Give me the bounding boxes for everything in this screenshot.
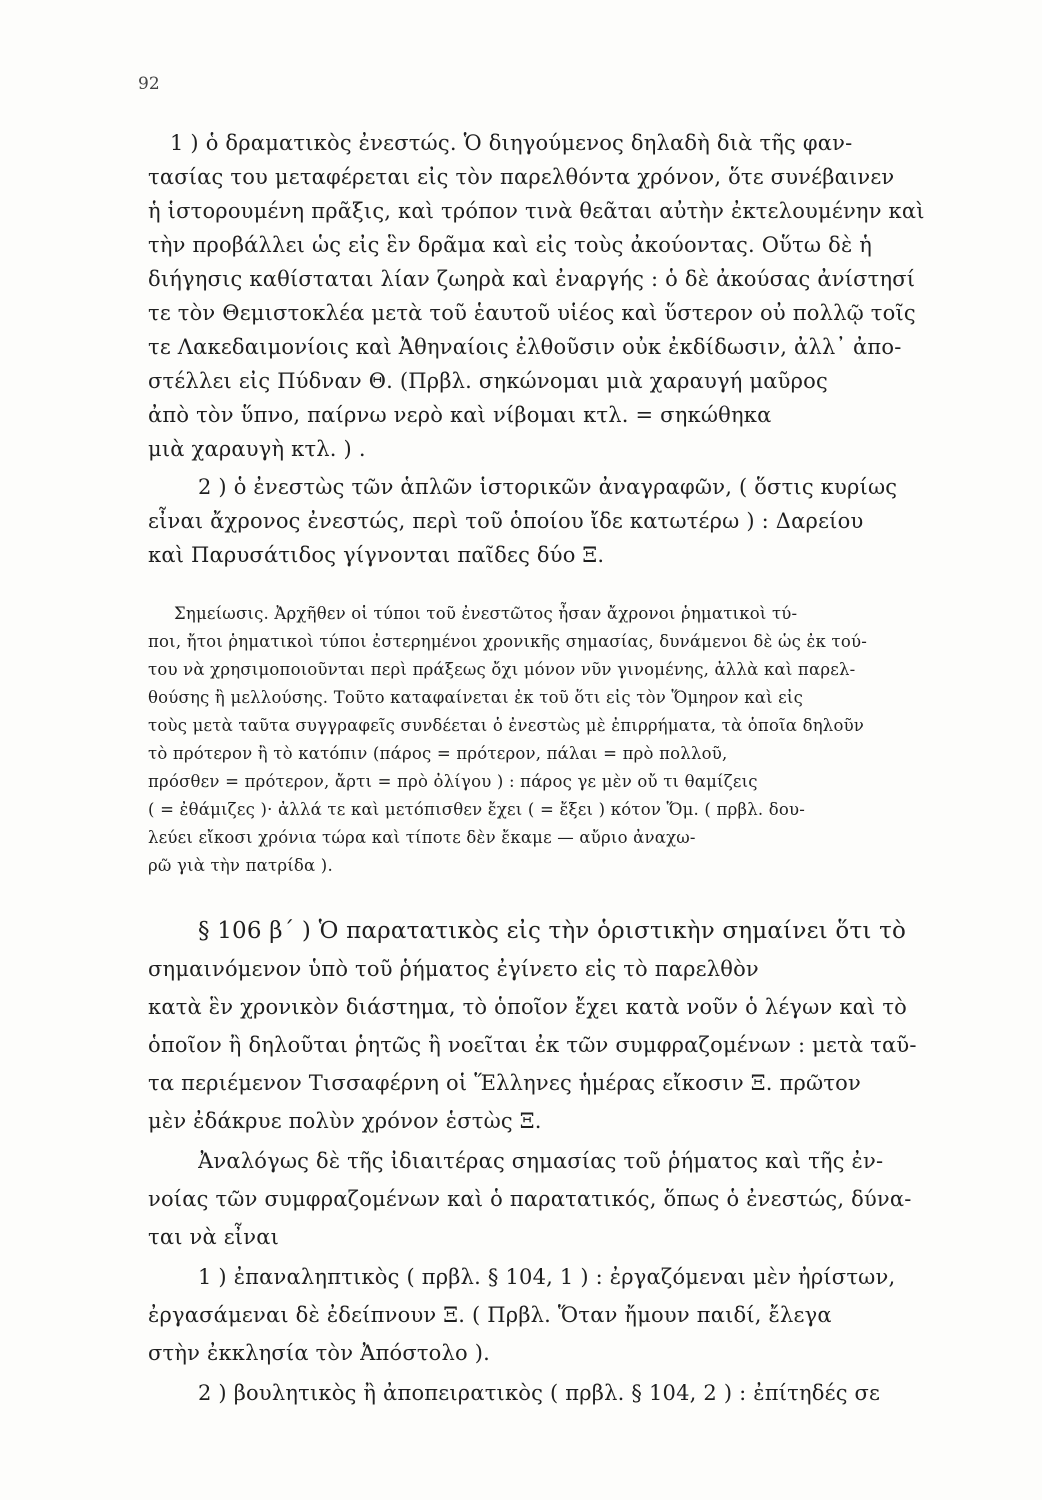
note-line: ( = ἐθάμιζες )· ἀλλά τε καὶ μετόπισθεν ἔχει ( = ἔξει ) κότον Ὅμ. ( πρβλ. δου- (148, 800, 806, 819)
note-line: θούσης ἢ μελλούσης. Τοῦτο καταφαίνεται ἐκ τοῦ ὅτι εἰς τὸν Ὅμηρον καὶ εἰς (148, 688, 804, 707)
note-line: Σημείωσις. Ἀρχῆθεν οἱ τύποι τοῦ ἐνεστῶτος ἦσαν ἄχρονοι ῥηματικοὶ τύ- (174, 604, 798, 623)
text-line: 1 ) ἐπαναληπτικὸς ( πρβλ. § 104, 1 ) : ἐργαζόμεναι μὲν ἠρίστων, (198, 1265, 896, 1289)
note-line: πρόσθεν = πρότερον, ἄρτι = πρὸ ὀλίγου ) : πάρος γε μὲν οὔ τι θαμίζεις (148, 772, 758, 791)
note-line: τὸ πρότερον ἢ τὸ κατόπιν (πάρος = πρότερον, πάλαι = πρὸ πολλοῦ, (148, 744, 728, 763)
text-line: μὲν ἐδάκρυε πολὺν χρόνον ἑστὼς Ξ. (148, 1109, 542, 1133)
text-line: ἐργασάμεναι δὲ ἐδείπνουν Ξ. ( Πρβλ. Ὅταν ἤμουν παιδί, ἔλεγα (148, 1303, 832, 1327)
text-line: ἀπὸ τὸν ὕπνο, παίρνω νερὸ καὶ νίβομαι κτλ. = σηκώθηκα (148, 403, 772, 427)
note-line: ποι, ἤτοι ῥηματικοὶ τύποι ἐστερημένοι χρονικῆς σημασίας, δυνάμενοι δὲ ὡς ἐκ τού- (148, 632, 867, 651)
note-line: τοὺς μετὰ ταῦτα συγγραφεῖς συνδέεται ὁ ἐνεστὼς μὲ ἐπιρρήματα, τὰ ὁποῖα δηλοῦν (148, 716, 865, 735)
text-line: μιὰ χαραυγὴ κτλ. ) . (148, 437, 366, 461)
text-line: εἶναι ἄχρονος ἐνεστώς, περὶ τοῦ ὁποίου ἴδε κατωτέρω ) : Δαρείου (148, 509, 864, 533)
text-line: ται νὰ εἶναι (148, 1225, 280, 1249)
text-line: τε Λακεδαιμονίοις καὶ Ἀθηναίοις ἐλθοῦσιν οὐκ ἐκδίδωσιν, ἀλλ᾿ ἀπο- (148, 335, 902, 359)
text-line: νοίας τῶν συμφραζομένων καὶ ὁ παρατατικός, ὅπως ὁ ἐνεστώς, δύνα- (148, 1187, 912, 1211)
text-line: 2 ) ὁ ἐνεστὼς τῶν ἁπλῶν ἱστορικῶν ἀναγραφῶν, ( ὅστις κυρίως (198, 475, 898, 499)
note-line: του νὰ χρησιμοποιοῦνται περὶ πράξεως ὄχι μόνον νῦν γινομένης, ἀλλὰ καὶ παρελ- (148, 660, 856, 679)
text-line: στὴν ἐκκλησία τὸν Ἀπόστολο ). (148, 1341, 491, 1365)
text-line: τα περιέμενον Τισσαφέρνη οἱ Ἕλληνες ἡμέρας εἴκοσιν Ξ. πρῶτον (148, 1071, 861, 1095)
page-number: 92 (138, 74, 160, 94)
text-line: 1 ) ὁ δραματικὸς ἐνεστώς. Ὁ διηγούμενος δηλαδὴ διὰ τῆς φαν- (170, 131, 853, 155)
note-line: ρῶ γιὰ τὴν πατρίδα ). (148, 856, 333, 875)
section-heading-line: § 106 β΄ ) Ὁ παρατατικὸς εἰς τὴν ὁριστικὴν σημαίνει ὅτι τὸ (198, 918, 907, 944)
text-line: 2 ) βουλητικὸς ἢ ἀποπειρατικὸς ( πρβλ. § 104, 2 ) : ἐπίτηδές σε (198, 1381, 881, 1405)
text-line: τὴν προβάλλει ὡς εἰς ἓν δρᾶμα καὶ εἰς τοὺς ἀκούοντας. Οὕτω δὲ ἡ (148, 233, 873, 257)
note-line: λεύει εἴκοσι χρόνια τώρα καὶ τίποτε δὲν ἔκαμε — αὔριο ἀναχω- (148, 828, 696, 847)
text-line: διήγησις καθίσταται λίαν ζωηρὰ καὶ ἐναργής : ὁ δὲ ἀκούσας ἀνίστησί (148, 267, 916, 291)
text-line: Ἀναλόγως δὲ τῆς ἰδιαιτέρας σημασίας τοῦ ῥήματος καὶ τῆς ἐν- (198, 1149, 884, 1173)
text-line: ὁποῖον ἢ δηλοῦται ῥητῶς ἢ νοεῖται ἐκ τῶν συμφραζομένων : μετὰ ταῦ- (148, 1033, 917, 1057)
text-line: κατὰ ἓν χρονικὸν διάστημα, τὸ ὁποῖον ἔχει κατὰ νοῦν ὁ λέγων καὶ τὸ (148, 995, 908, 1019)
text-line: καὶ Παρυσάτιδος γίγνονται παῖδες δύο Ξ. (148, 543, 605, 567)
text-line: τε τὸν Θεμιστοκλέα μετὰ τοῦ ἑαυτοῦ υἱέος καὶ ὕστερον οὐ πολλῷ τοῖς (148, 301, 916, 325)
text-line: στέλλει εἰς Πύδναν Θ. (Πρβλ. σηκώνομαι μιὰ χαραυγή μαῦρος (148, 369, 828, 393)
text-line: σημαινόμενον ὑπὸ τοῦ ῥήματος ἐγίνετο εἰς τὸ παρελθὸν (148, 957, 759, 981)
text-line: ἡ ἱστορουμένη πρᾶξις, καὶ τρόπον τινὰ θεᾶται αὐτὴν ἐκτελουμένην καὶ (148, 199, 925, 223)
text-line: τασίας του μεταφέρεται εἰς τὸν παρελθόντα χρόνον, ὅτε συνέβαινεν (148, 165, 895, 189)
